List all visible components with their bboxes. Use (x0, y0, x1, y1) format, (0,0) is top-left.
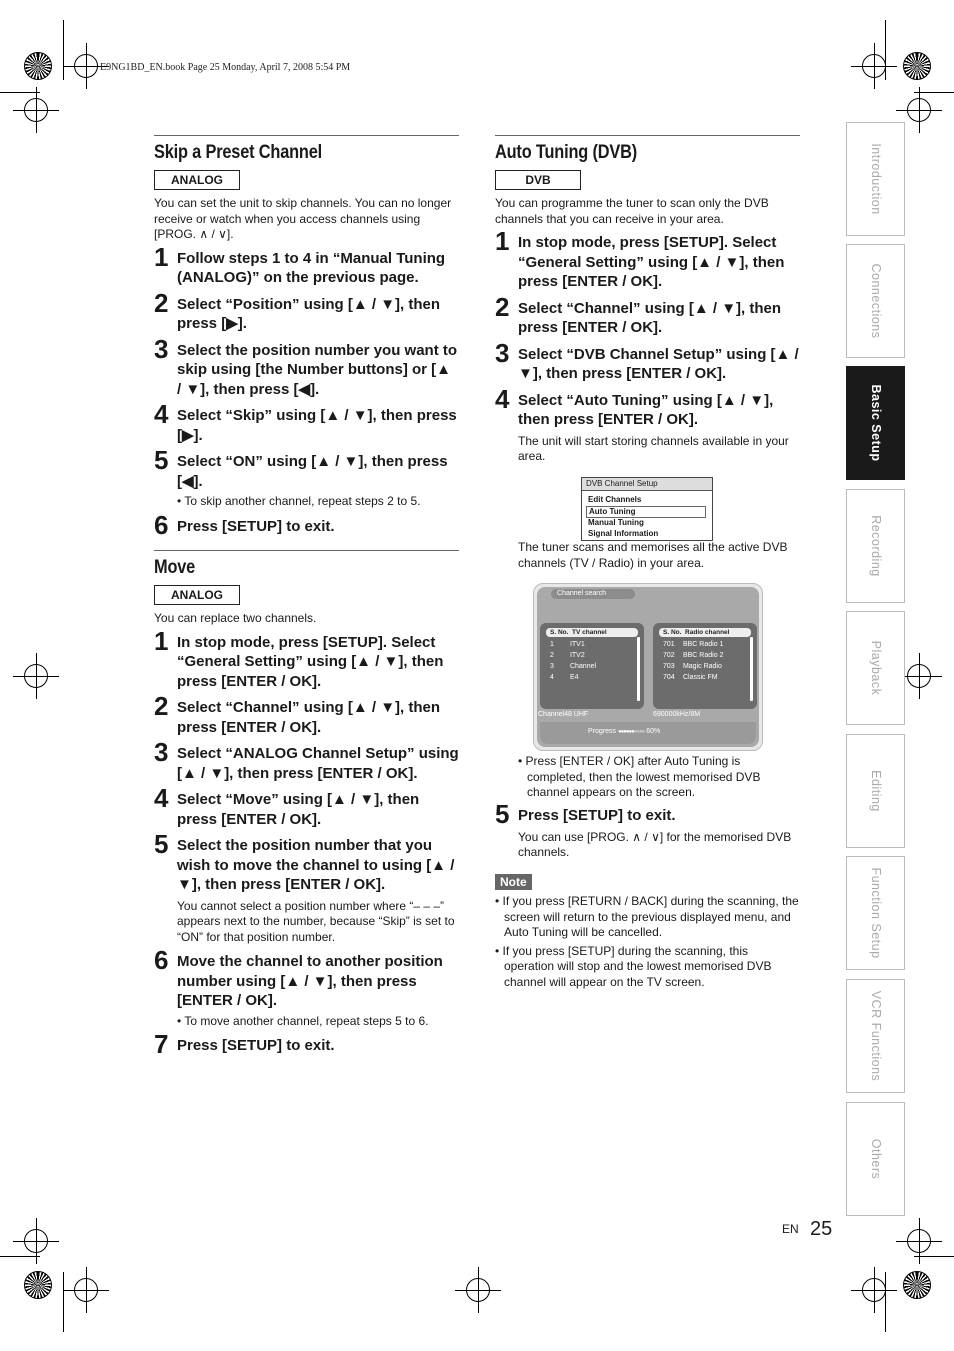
chapter-tab-label: Editing (868, 770, 883, 812)
step-number: 5 (154, 829, 169, 859)
chapter-tab[interactable] (846, 611, 905, 725)
step-text: In stop mode, press [SETUP]. Select “General Setting” using [▲ / ▼], then press [ENTER / OK]. (177, 633, 444, 690)
crop-mark (0, 92, 40, 93)
chapter-tab-label: VCR Functions (868, 990, 883, 1082)
skip-intro: You can set the unit to skip channels. You can no longer receive or watch when you access channels using [PROG. ∧ / ∨]. (154, 196, 452, 241)
col-sno: S. No. (550, 629, 569, 636)
chapter-tab-label: Playback (868, 640, 883, 696)
menu-item-selected: Auto Tuning (586, 506, 706, 519)
step-number: 4 (495, 383, 510, 414)
step (495, 383, 800, 465)
chapter-tab-label: Recording (868, 515, 883, 577)
step-text: Select “Channel” using [▲ / ▼], then press [ENTER / OK]. (518, 299, 782, 336)
chapter-tab[interactable] (846, 122, 905, 236)
scrollbar (750, 637, 753, 701)
channel-name: BBC Radio 1 (682, 641, 724, 648)
channel-name: Classic FM (682, 674, 718, 681)
progress-dot: ● (623, 729, 626, 735)
step-text: Select the position number that you wish to move the channel to using [▲ / ▼], then press [ENTER / OK]. (177, 837, 455, 893)
step-number: 2 (154, 287, 169, 318)
step (495, 799, 800, 861)
step (154, 333, 459, 400)
channel-name: BBC Radio 2 (682, 652, 724, 659)
menu-title: DVB Channel Setup (582, 478, 712, 491)
step-note: You cannot select a position number where “– – –” appears next to the number, because “Skip” is set to “ON” for that position number. (177, 898, 455, 944)
channel-name: Channel (569, 663, 597, 670)
progress-dots (618, 728, 644, 735)
progress-row (588, 728, 660, 735)
registration-crosshair-mark (907, 98, 931, 122)
registration-star-mark (24, 1271, 52, 1299)
step-text: Select the position number you want to skip using [the Number buttons] or [▲ / ▼], then press [◀]. (177, 341, 458, 398)
step-text: Press [SETUP] to exit. (177, 517, 335, 535)
channel-name: ITV1 (569, 641, 585, 648)
chapter-tab[interactable] (846, 734, 905, 848)
step-bullet: • To skip another channel, repeat steps 2 to 5. (177, 494, 459, 510)
step (495, 226, 800, 292)
tv-channel-panel (540, 623, 644, 709)
step-bullet: • To move another channel, repeat steps 5 to 6. (177, 1014, 459, 1030)
auto-steps (495, 226, 800, 465)
progress-dot: ● (638, 729, 642, 735)
step-text: Select “Channel” using [▲ / ▼], then press [ENTER / OK]. (177, 699, 441, 736)
step (495, 291, 800, 338)
radio-panel-header (659, 628, 751, 637)
channel-name: Magic Radio (682, 663, 722, 670)
channel-name: E4 (569, 674, 579, 681)
crop-mark (885, 20, 886, 80)
step-text: Select “DVB Channel Setup” using [▲ / ▼], then press [ENTER / OK]. (518, 345, 799, 382)
registration-star-mark (903, 1271, 931, 1299)
move-steps (154, 625, 459, 1059)
analog-badge: ANALOG (154, 170, 240, 190)
step (154, 1029, 459, 1059)
channel-number: 2 (550, 652, 554, 659)
chapter-tab-label: Function Setup (868, 867, 883, 959)
frequency-readout: 690000kHz/8M (653, 711, 701, 718)
step (154, 509, 459, 540)
step-number: 1 (154, 241, 169, 272)
progress-dot: ● (620, 729, 624, 735)
col-tv-channel: TV channel (572, 629, 607, 636)
step-text: Select “Move” using [▲ / ▼], then press [ENTER / OK]. (177, 791, 420, 828)
registration-crosshair-mark (24, 98, 48, 122)
registration-crosshair-mark (907, 664, 931, 688)
after-menu-text: The tuner scans and memorises all the active DVB channels (TV / Radio) in your area. (518, 540, 788, 570)
page-number: 25 (810, 1218, 833, 1240)
step-number: 2 (495, 291, 510, 322)
channel-row (653, 672, 757, 683)
channel-search-screen (533, 583, 763, 751)
chapter-tab[interactable] (846, 1102, 905, 1216)
step-number: 6 (154, 945, 169, 975)
step (154, 241, 459, 288)
progress-dot: ● (617, 729, 621, 735)
menu-item: Manual Tuning (588, 518, 644, 527)
channel-number: 4 (550, 674, 554, 681)
step-text: In stop mode, press [SETUP]. Select “General Setting” using [▲ / ▼], then press [ENTER / OK]. (518, 234, 785, 290)
registration-star-mark (903, 52, 931, 80)
chapter-tab-label: Connections (868, 263, 883, 339)
progress-value: 60% (646, 728, 661, 735)
section-title-auto-tuning: Auto Tuning (DVB) (495, 142, 637, 163)
step-number: 1 (495, 226, 510, 256)
registration-crosshair-mark (862, 1278, 886, 1302)
progress-dot: ● (633, 729, 637, 735)
crop-mark (885, 1272, 886, 1332)
progress-dot: ● (641, 729, 645, 735)
registration-crosshair-mark (74, 1278, 98, 1302)
note-section (495, 866, 800, 990)
step (154, 625, 459, 692)
step-text: Press [SETUP] to exit. (177, 1037, 335, 1054)
after-screen-section (518, 751, 800, 801)
step-number: 4 (154, 783, 169, 813)
crop-mark (63, 20, 64, 80)
step-note: The unit will start storing channels available in your area. (518, 433, 789, 463)
note-badge: Note (495, 874, 532, 890)
menu-item: Signal Information (588, 528, 659, 538)
section-rule (154, 550, 459, 551)
step-text: Press [SETUP] to exit. (518, 807, 676, 824)
channel-number: 3 (550, 663, 554, 670)
screen-title: Channel search (551, 589, 635, 599)
step (495, 337, 800, 384)
channel-number: 701 (663, 641, 675, 648)
progress-label: Progress (588, 728, 617, 735)
step (154, 783, 459, 829)
registration-crosshair-mark (907, 1229, 931, 1253)
chapter-tab[interactable] (846, 366, 905, 480)
language-code: EN (782, 1222, 799, 1236)
step-text: Select “Skip” using [▲ / ▼], then press [▶]. (177, 407, 457, 444)
crop-mark (63, 1272, 64, 1332)
channel-name: ITV2 (569, 652, 585, 659)
step-number: 3 (154, 737, 169, 767)
radio-channel-panel (653, 623, 757, 709)
col-radio-channel: Radio channel (685, 629, 730, 636)
section-title-skip: Skip a Preset Channel (154, 142, 323, 163)
channel-row (653, 650, 757, 661)
channel-row (540, 672, 644, 683)
step-text: Select “Position” using [▲ / ▼], then press [▶]. (177, 295, 441, 332)
channel-number: 704 (663, 674, 675, 681)
step (154, 829, 459, 945)
right-column (495, 135, 800, 472)
step-text: Follow steps 1 to 4 in “Manual Tuning (ANALOG)” on the previous page. (177, 249, 446, 286)
channel-row (540, 650, 644, 661)
chapter-tab[interactable] (846, 489, 905, 603)
channel-row (653, 639, 757, 650)
auto-step-5 (495, 799, 800, 868)
screen-panel (537, 587, 759, 747)
chapter-tab-label: Introduction (868, 143, 883, 215)
chapter-tab-label: Basic Setup (868, 384, 883, 462)
step-number: 7 (154, 1029, 169, 1059)
step (154, 737, 459, 783)
chapter-tab[interactable] (846, 856, 905, 970)
after-screen-bullet: • Press [ENTER / OK] after Auto Tuning is completed, then the lowest memorised DVB channel appears on the screen. (518, 754, 800, 801)
progress-dot: ● (636, 729, 639, 735)
step-number: 4 (154, 399, 169, 429)
registration-crosshair-mark (74, 54, 98, 78)
step-number: 6 (154, 509, 169, 540)
section-title-move: Move (154, 557, 196, 578)
channel-row (653, 661, 757, 672)
registration-crosshair-mark (466, 1278, 490, 1302)
radio-rows (653, 639, 757, 683)
move-intro: You can replace two channels. (154, 611, 317, 625)
channel-number: 702 (663, 652, 675, 659)
channel-number: 703 (663, 663, 675, 670)
crop-mark (0, 1256, 40, 1257)
note-item: • If you press [SETUP] during the scanning, this operation will stop and the lowest memorised DVB channel will appear on the TV screen. (495, 944, 800, 991)
step-number: 2 (154, 691, 169, 721)
channel-number: 1 (550, 641, 554, 648)
progress-dot: ● (628, 729, 632, 735)
chapter-tab-label: Others (868, 1138, 883, 1180)
step-number: 3 (154, 333, 169, 364)
menu-item: Edit Channels (588, 495, 642, 504)
step-number: 5 (154, 445, 169, 475)
registration-crosshair-mark (862, 54, 886, 78)
chapter-tab[interactable] (846, 979, 905, 1093)
channel-readout: Channel48 UHF (538, 711, 589, 718)
left-column (154, 135, 459, 1063)
step (154, 945, 459, 1029)
step (154, 287, 459, 334)
registration-crosshair-mark (24, 664, 48, 688)
scrollbar (637, 637, 640, 701)
registration-star-mark (24, 52, 52, 80)
tv-panel-header (546, 628, 638, 637)
chapter-tab[interactable] (846, 244, 905, 358)
step (154, 691, 459, 737)
progress-dot: ● (631, 729, 634, 735)
auto-intro: You can programme the tuner to scan only the DVB channels that you can receive in your area. (495, 196, 769, 226)
section-rule (154, 135, 459, 136)
tv-rows (540, 639, 644, 683)
progress-dot: ● (625, 729, 629, 735)
note-item: • If you press [RETURN / BACK] during the scanning, the screen will return to the previous displayed menu, and Auto Tuning will be cancelled. (495, 894, 800, 941)
registration-crosshair-mark (24, 1229, 48, 1253)
step-number: 3 (495, 337, 510, 368)
step (154, 445, 459, 510)
crop-mark (914, 92, 954, 93)
col-sno: S. No. (663, 629, 682, 636)
step-text: Select “Auto Tuning” using [▲ / ▼], then press [ENTER / OK]. (518, 391, 774, 428)
step-text: Move the channel to another position number using [▲ / ▼], then press [ENTER / OK]. (177, 953, 443, 1009)
notes-list (495, 894, 800, 990)
step-number: 1 (154, 625, 169, 656)
print-header: E9NG1BD_EN.book Page 25 Monday, April 7, 2008 5:54 PM (100, 62, 351, 73)
step-note: You can use [PROG. ∧ / ∨] for the memorised DVB channels. (518, 829, 792, 859)
channel-row (540, 639, 644, 650)
step-number: 5 (495, 799, 510, 829)
crop-mark (914, 1256, 954, 1257)
step-text: Select “ANALOG Channel Setup” using [▲ / ▼], then press [ENTER / OK]. (177, 745, 459, 782)
analog-badge: ANALOG (154, 585, 240, 605)
step (154, 399, 459, 445)
channel-row (540, 661, 644, 672)
step-text: Select “ON” using [▲ / ▼], then press [◀]. (177, 453, 448, 490)
section-rule (495, 135, 800, 136)
dvb-badge: DVB (495, 170, 581, 190)
dvb-channel-setup-menu (581, 477, 713, 541)
skip-steps (154, 241, 459, 540)
progress-strip (540, 722, 756, 744)
